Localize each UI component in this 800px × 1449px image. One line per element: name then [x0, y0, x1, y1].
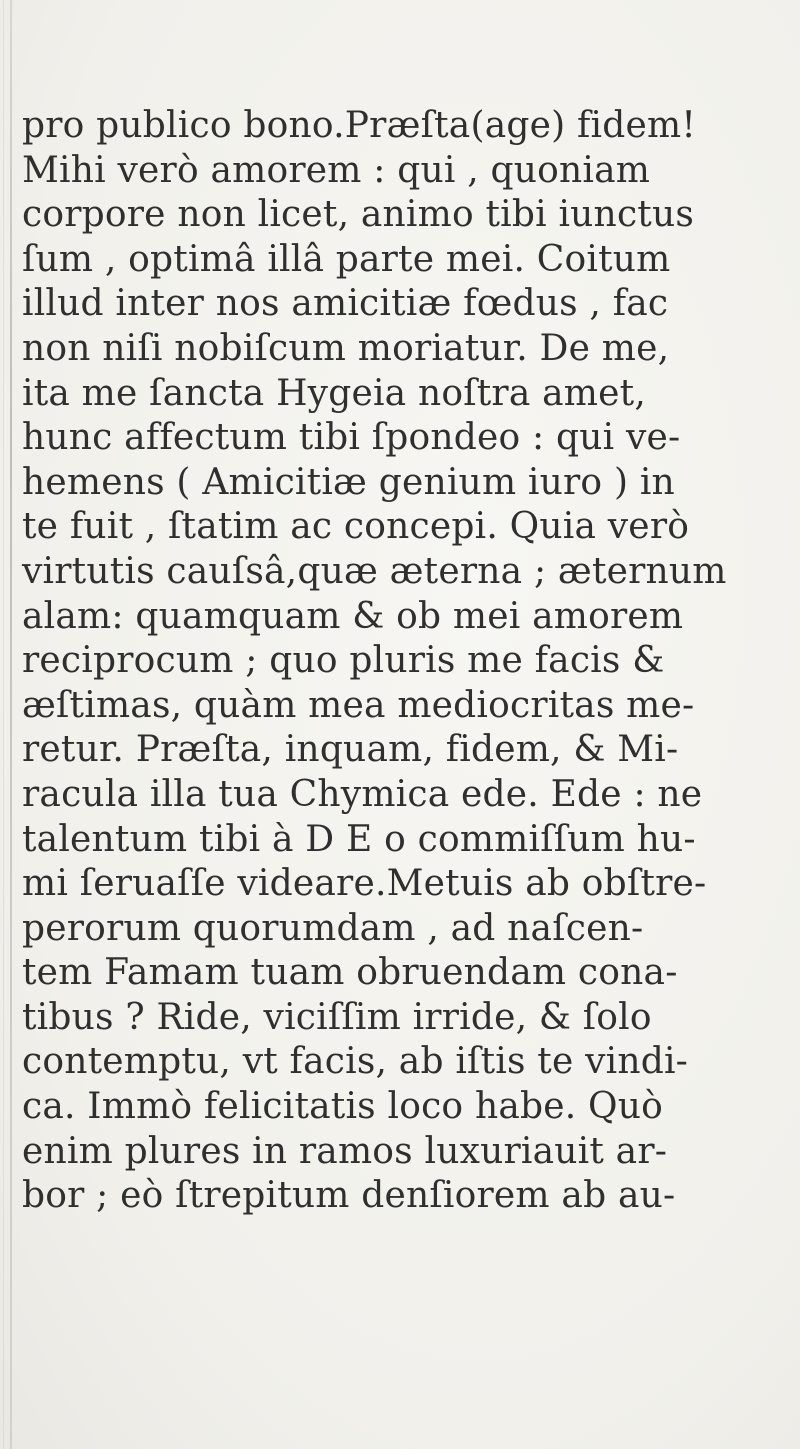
text-line: æſtimas, quàm mea mediocritas me- — [22, 684, 695, 726]
text-line: Mihi verò amorem : qui , quoniam — [22, 149, 651, 191]
text-line: te fuit , ſtatim ac concepi. Quia verò — [22, 506, 690, 548]
text-line: ſum , optimâ illâ parte mei. Coitum — [22, 238, 671, 280]
text-line: contemptu, vt facis, ab iſtis te vindi- — [22, 1041, 689, 1083]
text-line: ca. Immò felicitatis loco habe. Quò — [22, 1086, 664, 1128]
text-line: illud inter nos amicitiæ fœdus , fac — [22, 283, 669, 325]
text-line: tem Famam tuam obruendam cona- — [22, 952, 678, 994]
text-line: hunc affectum tibi ſpondeo : qui ve- — [22, 417, 681, 459]
text-line: racula illa tua Chymica ede. Ede : ne — [22, 773, 703, 815]
text-line: tibus ? Ride, viciſſim irride, & ſolo — [22, 996, 652, 1038]
text-line: perorum quorumdam , ad naſcen- — [22, 907, 644, 949]
text-line: corpore non licet, animo tibi iunctus — [22, 194, 695, 236]
text-line: retur. Præſta, inquam, fidem, & Mi- — [22, 729, 679, 771]
gutter-rule — [10, 0, 12, 1449]
text-line: reciprocum ; quo pluris me facis & — [22, 640, 665, 682]
text-line: enim plures in ramos luxuriauit ar- — [22, 1130, 668, 1172]
text-line: non niſi nobiſcum moriatur. De me, — [22, 327, 670, 369]
latin-text-block — [22, 104, 794, 1219]
page-edge-line — [3, 0, 4, 1449]
text-line: alam: quamquam & ob mei amorem — [22, 595, 684, 637]
text-line: bor ; eò ſtrepitum denſiorem ab au- — [22, 1175, 676, 1217]
text-line: talentum tibi à D E o commiſſum hu- — [22, 818, 696, 860]
text-line: ita me ſancta Hygeia noſtra amet, — [22, 372, 646, 414]
text-line: hemens ( Amicitiæ genium iuro ) in — [22, 461, 675, 503]
text-line: pro publico bono.Præſta(age) fidem! — [22, 105, 697, 146]
text-line: virtutis cauſsâ,quæ æterna ; æternum — [22, 550, 727, 592]
text-line: mi ſeruaſſe videare.Metuis ab obſtre- — [22, 863, 707, 905]
